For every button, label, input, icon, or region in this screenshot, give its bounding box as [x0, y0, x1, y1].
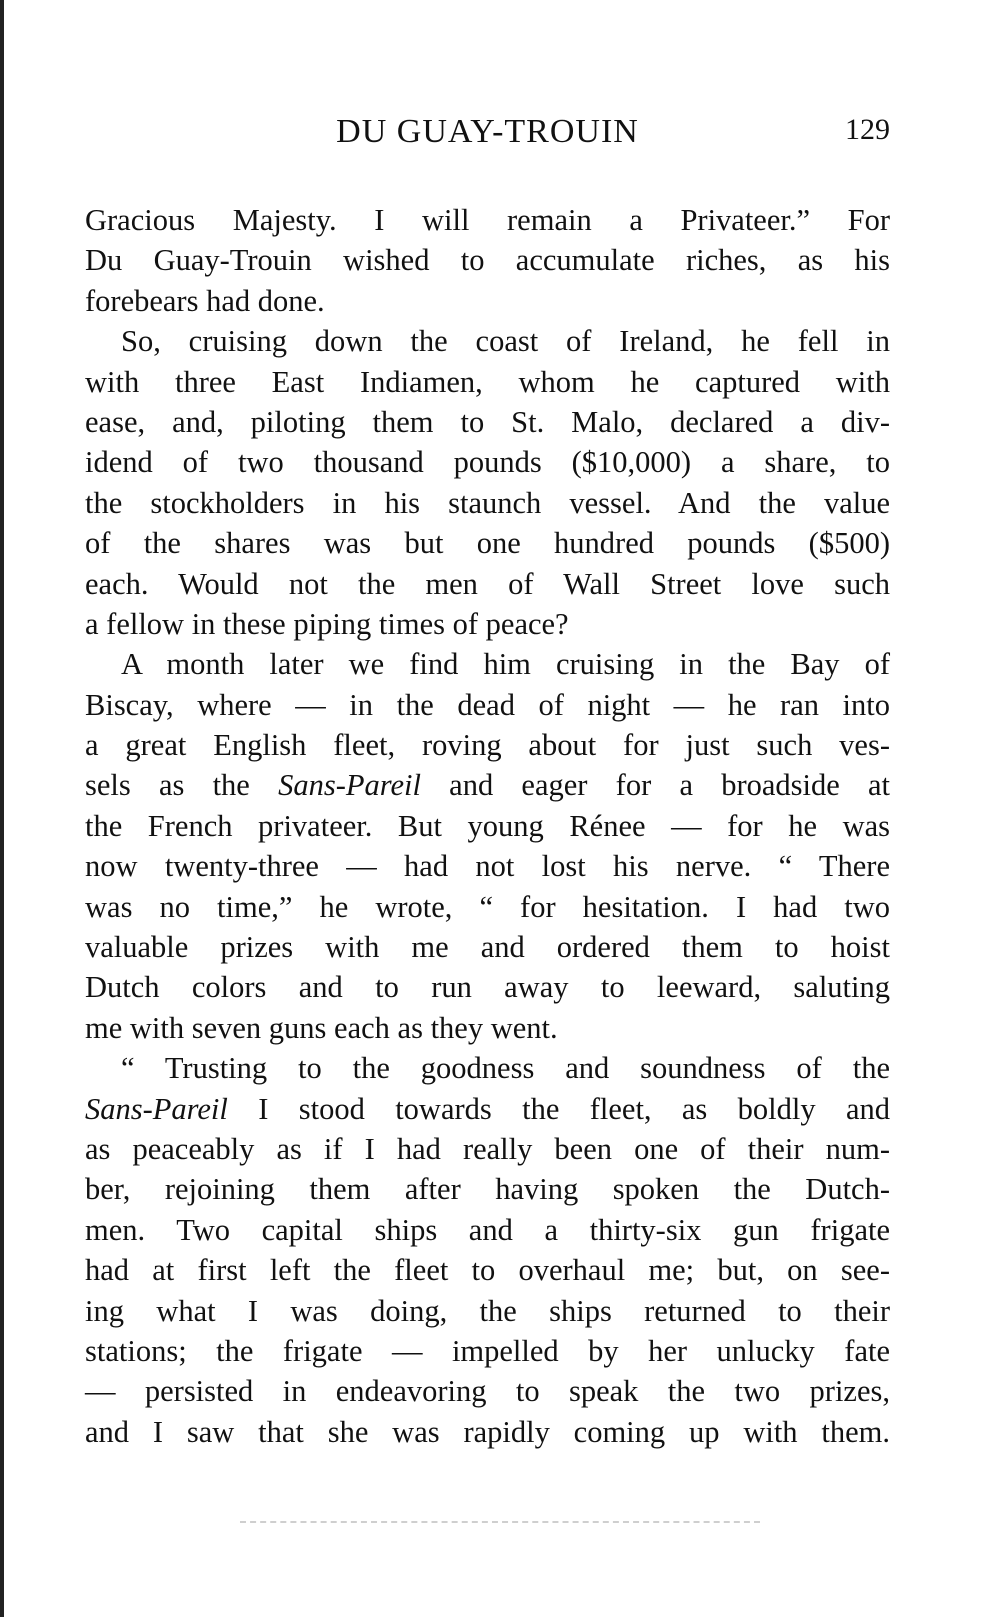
text-line: ber, rejoining them after having spoken the Dutch-: [85, 1172, 890, 1207]
text-line: forebears had done.: [85, 283, 325, 318]
text-line: — persisted in endeavoring to speak the two prizes,: [85, 1374, 890, 1409]
text-line: and I saw that she was rapidly coming up with them.: [85, 1414, 890, 1449]
text-line: now twenty-three — had not lost his nerve. “ There: [85, 849, 890, 884]
text-line: had at first left the fleet to overhaul me; but, on see-: [85, 1253, 890, 1288]
text-line: a great English fleet, roving about for just such ves-: [85, 728, 890, 763]
text-line-with-italic: [85, 765, 890, 805]
text-line: each. Would not the men of Wall Street love such: [85, 566, 890, 601]
text-line: as peaceably as if I had really been one of their num-: [85, 1131, 890, 1166]
page-header: [85, 113, 890, 159]
text-line: with three East Indiamen, whom he captured with: [85, 364, 890, 399]
text-line: Dutch colors and to run away to leeward, saluting: [85, 970, 890, 1005]
text-line: ing what I was doing, the ships returned to their: [85, 1293, 890, 1328]
text-line: the French privateer. But young Rénee — for he was: [85, 808, 890, 843]
paragraph-first-line: A month later we find him cruising in the Bay of: [121, 647, 890, 682]
footer-scan-marks: [240, 1521, 760, 1527]
text-line: valuable prizes with me and ordered them to hoist: [85, 930, 890, 965]
page-number: 129: [845, 113, 890, 146]
text-line: a fellow in these piping times of peace?: [85, 606, 569, 641]
paragraph-first-line: “ Trusting to the goodness and soundness of the: [121, 1051, 890, 1086]
text-line: ease, and, piloting them to St. Malo, declared a div-: [85, 404, 890, 439]
text-line: the stockholders in his staunch vessel. And the value: [85, 485, 890, 520]
text-span: and eager for a broadside at: [420, 768, 891, 803]
running-title: DU GUAY-TROUIN: [336, 113, 639, 150]
text-line: idend of two thousand pounds ($10,000) a share, to: [85, 445, 890, 480]
text-span: I stood towards the fleet, as boldly and: [227, 1091, 890, 1126]
paragraph-first-line: So, cruising down the coast of Ireland, he fell in: [121, 324, 890, 359]
ship-name-italic: Sans-Pareil: [278, 768, 421, 803]
text-line: of the shares was but one hundred pounds ($500): [85, 526, 890, 561]
text-span: sels as the: [85, 768, 279, 803]
ship-name-italic: Sans-Pareil: [85, 1091, 228, 1126]
text-line: was no time,” he wrote, “ for hesitation. I had two: [85, 889, 890, 924]
body-text: [85, 200, 890, 1452]
text-line: me with seven guns each as they went.: [85, 1010, 558, 1045]
text-line-with-italic: [85, 1089, 890, 1129]
text-line: Du Guay-Trouin wished to accumulate riches, as his: [85, 243, 890, 278]
text-line: men. Two capital ships and a thirty-six gun frigate: [85, 1212, 890, 1247]
text-line: stations; the frigate — impelled by her unlucky fate: [85, 1333, 890, 1368]
page-left-edge: [0, 0, 4, 1617]
text-line: Gracious Majesty. I will remain a Privateer.” For: [85, 203, 890, 237]
text-line: Biscay, where — in the dead of night — he ran into: [85, 687, 890, 722]
